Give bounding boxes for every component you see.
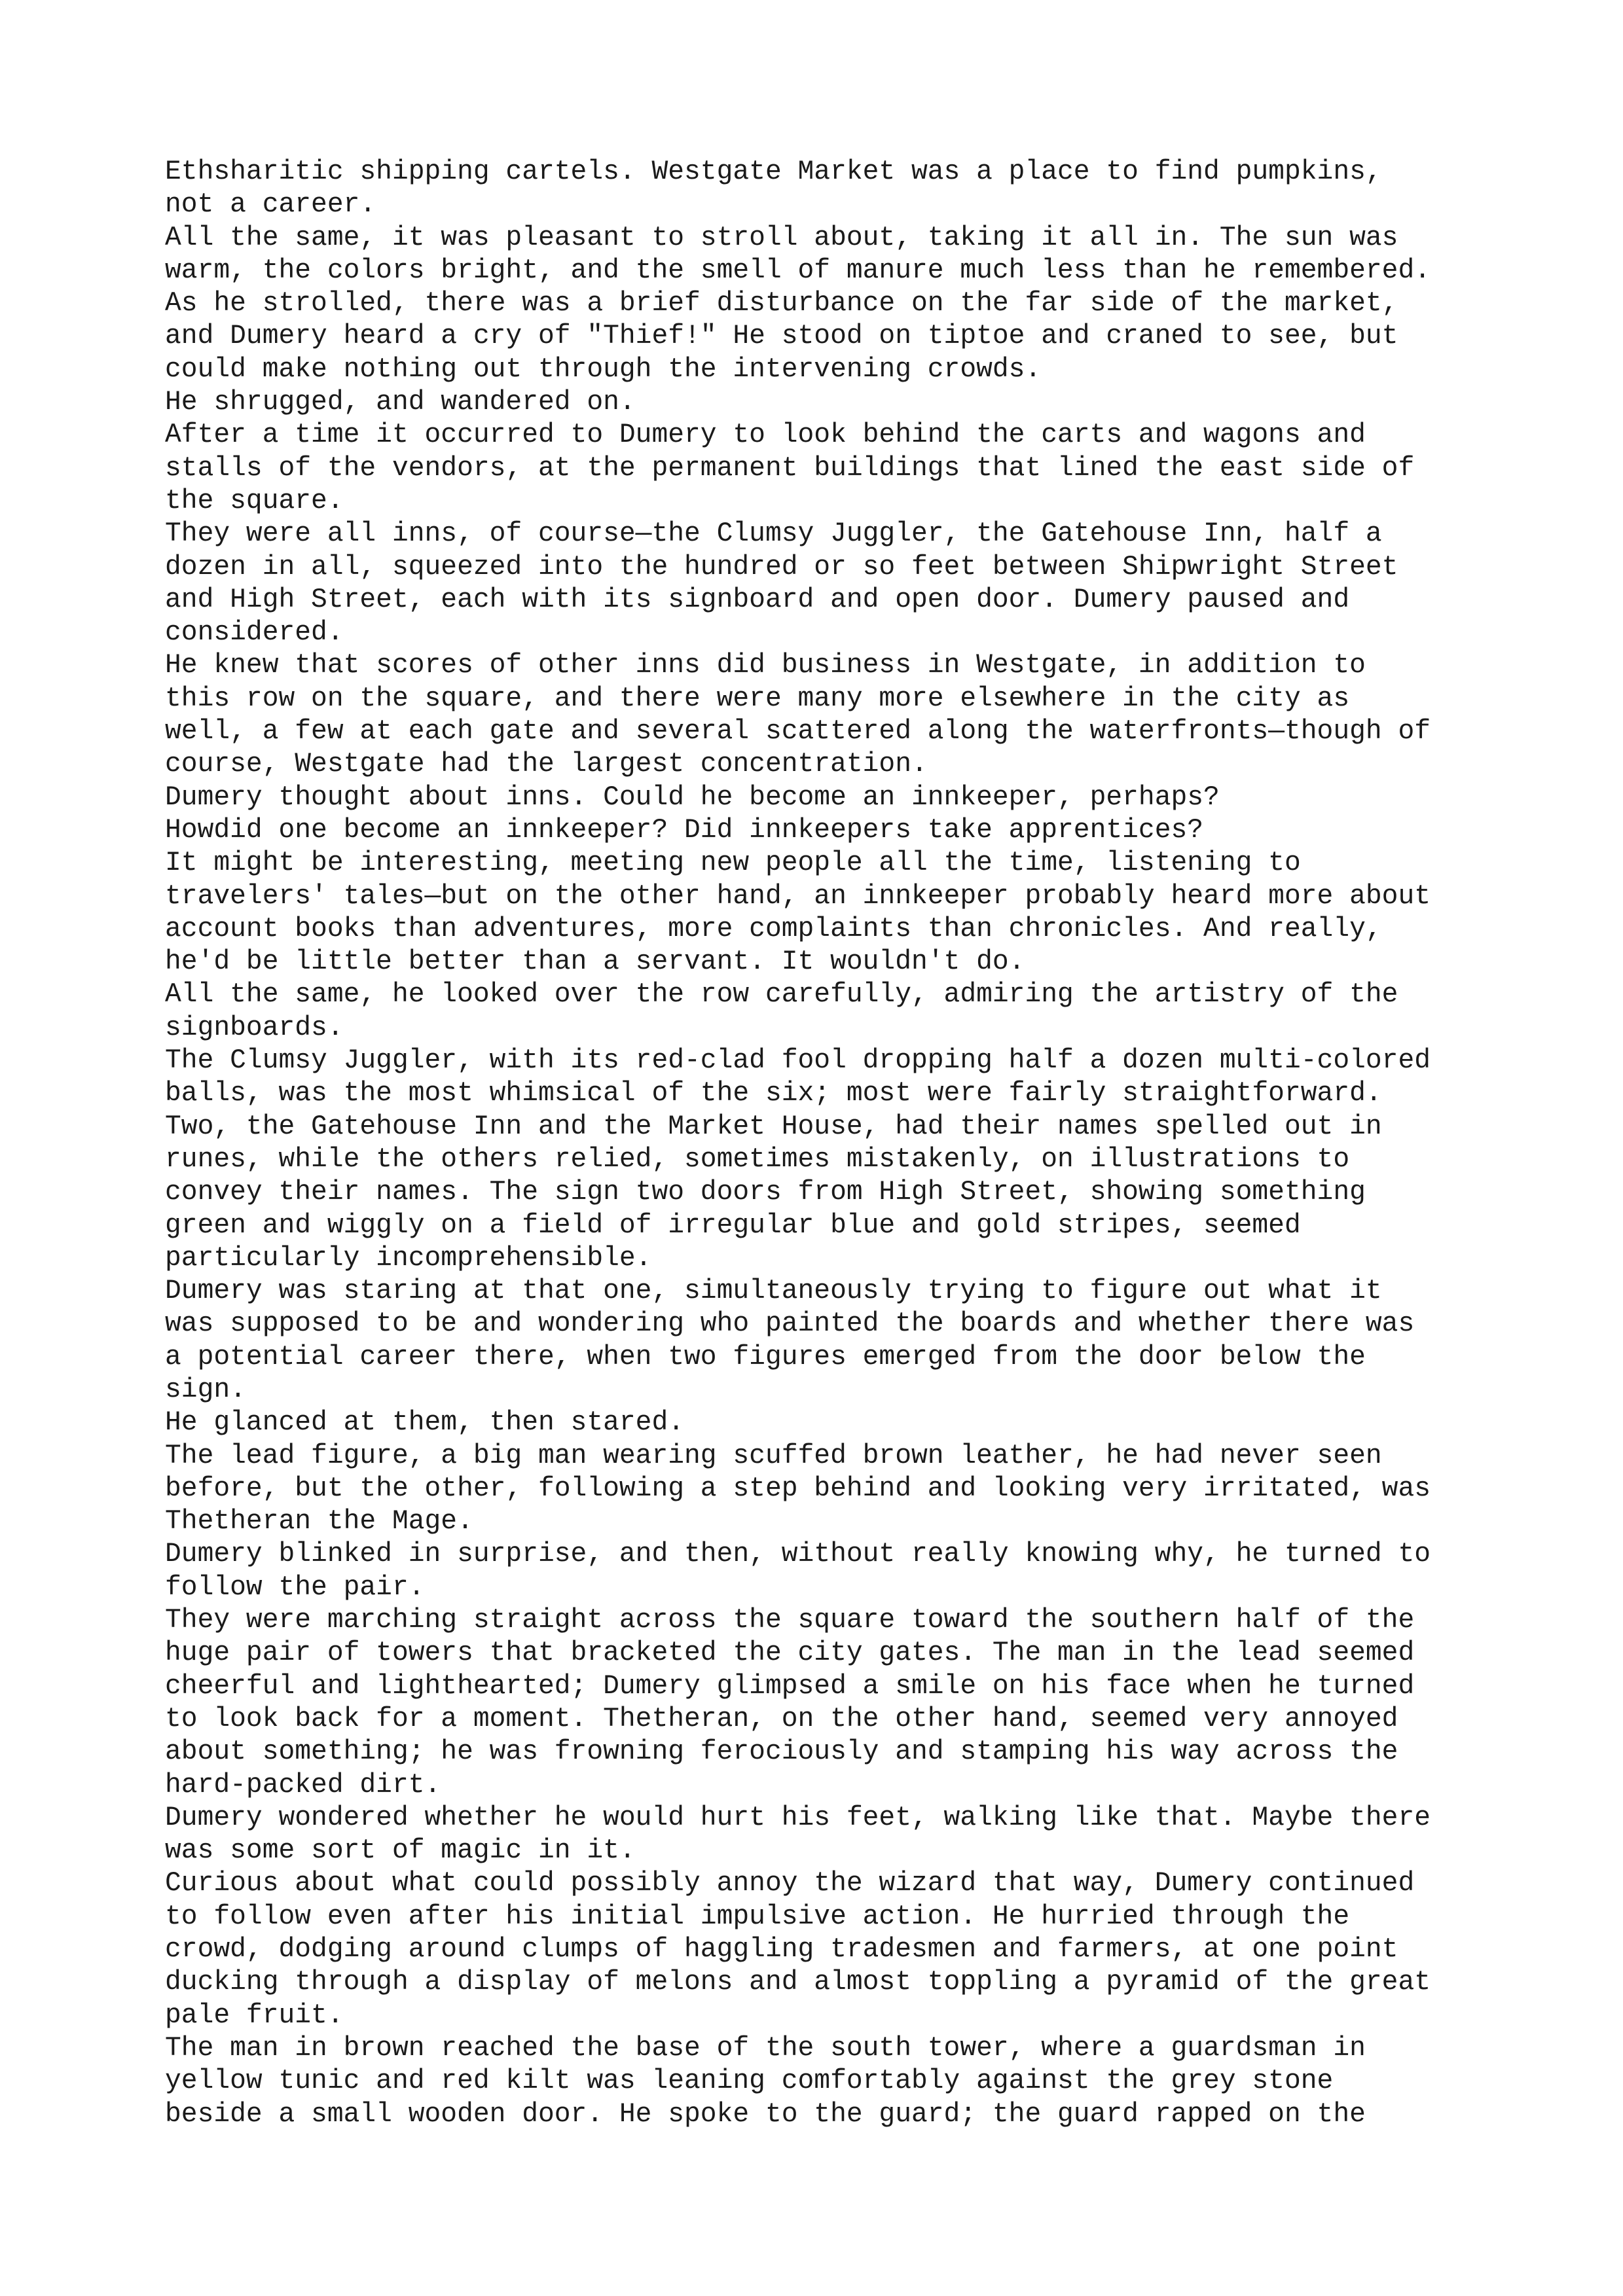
- text-line: He glanced at them, then stared.: [165, 1408, 685, 1439]
- text-line: before, but the other, following a step behind and looking very irritated, was: [165, 1473, 1431, 1504]
- text-line: Dumery blinked in surprise, and then, without really knowing why, he turned to: [165, 1539, 1431, 1570]
- text-line: not a career.: [165, 190, 376, 221]
- text-line: was supposed to be and wondering who painted the boards and whether there was: [165, 1309, 1415, 1340]
- text-line: The Clumsy Juggler, with its red-clad fool dropping half a dozen multi-colored: [165, 1046, 1431, 1077]
- text-line: the square.: [165, 486, 344, 516]
- text-line: ducking through a display of melons and almost toppling a pyramid of the great: [165, 1967, 1431, 1998]
- text-line: Thetheran the Mage.: [165, 1507, 473, 1537]
- text-line: green and wiggly on a field of irregular blue and gold stripes, seemed: [165, 1210, 1301, 1241]
- text-line: course, Westgate had the largest concentration.: [165, 749, 928, 780]
- text-line: Ethsharitic shipping cartels. Westgate Market was a place to find pumpkins,: [165, 157, 1382, 187]
- text-line: pale fruit.: [165, 2000, 344, 2031]
- text-line: to follow even after his initial impulsive action. He hurried through the: [165, 1901, 1350, 1932]
- text-line: They were all inns, of course—the Clumsy Juggler, the Gatehouse Inn, half a: [165, 519, 1382, 550]
- text-line: hard-packed dirt.: [165, 1770, 441, 1801]
- text-line: All the same, he looked over the row carefully, admiring the artistry of the: [165, 980, 1398, 1011]
- text-line: He knew that scores of other inns did business in Westgate, in addition to: [165, 651, 1366, 681]
- text-line: Dumery was staring at that one, simultaneously trying to figure out what it: [165, 1276, 1382, 1307]
- text-line: signboards.: [165, 1013, 344, 1043]
- text-line: stalls of the vendors, at the permanent buildings that lined the east side of: [165, 453, 1415, 484]
- text-line: cheerful and lighthearted; Dumery glimpsed a smile on his face when he turned: [165, 1671, 1415, 1702]
- text-line: Howdid one become an innkeeper? Did innkeepers take apprentices?: [165, 815, 1204, 846]
- text-line: warm, the colors bright, and the smell of manure much less than he remembered.: [165, 255, 1431, 286]
- body-text: [165, 156, 1501, 2131]
- text-line: balls, was the most whimsical of the six; most were fairly straightforward.: [165, 1079, 1382, 1109]
- text-line: runes, while the others relied, sometimes mistakenly, on illustrations to: [165, 1144, 1350, 1175]
- text-line: The lead figure, a big man wearing scuffed brown leather, he had never seen: [165, 1441, 1382, 1471]
- text-line: convey their names. The sign two doors from High Street, showing something: [165, 1177, 1366, 1208]
- text-line: he'd be little better than a servant. It wouldn't do.: [165, 947, 1025, 978]
- text-line: about something; he was frowning ferociously and stamping his way across the: [165, 1737, 1398, 1768]
- text-line: Dumery thought about inns. Could he become an innkeeper, perhaps?: [165, 782, 1220, 813]
- text-line: a potential career there, when two figures emerged from the door below the: [165, 1342, 1366, 1372]
- text-line: It might be interesting, meeting new people all the time, listening to: [165, 848, 1301, 879]
- text-line: and High Street, each with its signboard and open door. Dumery paused and: [165, 584, 1350, 615]
- text-line: account books than adventures, more complaints than chronicles. And really,: [165, 914, 1382, 944]
- text-line: crowd, dodging around clumps of haggling tradesmen and farmers, at one point: [165, 1935, 1398, 1965]
- text-line: this row on the square, and there were many more elsewhere in the city as: [165, 683, 1350, 714]
- text-line: was some sort of magic in it.: [165, 1836, 636, 1867]
- text-line: considered.: [165, 618, 344, 649]
- text-line: They were marching straight across the square toward the southern half of the: [165, 1605, 1415, 1636]
- text-line: follow the pair.: [165, 1572, 425, 1603]
- text-line: The man in brown reached the base of the south tower, where a guardsman in: [165, 2033, 1366, 2064]
- text-line: could make nothing out through the intervening crowds.: [165, 354, 1042, 385]
- text-line: All the same, it was pleasant to stroll about, taking it all in. The sun was: [165, 223, 1398, 253]
- text-line: to look back for a moment. Thetheran, on the other hand, seemed very annoyed: [165, 1704, 1398, 1734]
- text-line: and Dumery heard a cry of "Thief!" He stood on tiptoe and craned to see, but: [165, 321, 1398, 352]
- text-line: Two, the Gatehouse Inn and the Market House, had their names spelled out in: [165, 1111, 1382, 1142]
- text-line: After a time it occurred to Dumery to look behind the carts and wagons and: [165, 420, 1366, 451]
- text-line: huge pair of towers that bracketed the city gates. The man in the lead seemed: [165, 1638, 1415, 1669]
- text-line: travelers' tales—but on the other hand, an innkeeper probably heard more about: [165, 881, 1431, 912]
- text-line: particularly incomprehensible.: [165, 1243, 652, 1274]
- text-line: He shrugged, and wandered on.: [165, 387, 636, 418]
- text-line: sign.: [165, 1374, 246, 1405]
- text-line: Dumery wondered whether he would hurt his feet, walking like that. Maybe there: [165, 1803, 1431, 1833]
- text-line: beside a small wooden door. He spoke to the guard; the guard rapped on the: [165, 2099, 1366, 2130]
- text-line: yellow tunic and red kilt was leaning comfortably against the grey stone: [165, 2066, 1334, 2097]
- text-line: Curious about what could possibly annoy the wizard that way, Dumery continued: [165, 1869, 1415, 1899]
- text-line: dozen in all, squeezed into the hundred or so feet between Shipwright Street: [165, 552, 1398, 583]
- text-line: As he strolled, there was a brief disturbance on the far side of the market,: [165, 289, 1398, 319]
- text-line: well, a few at each gate and several scattered along the waterfronts—though of: [165, 717, 1431, 747]
